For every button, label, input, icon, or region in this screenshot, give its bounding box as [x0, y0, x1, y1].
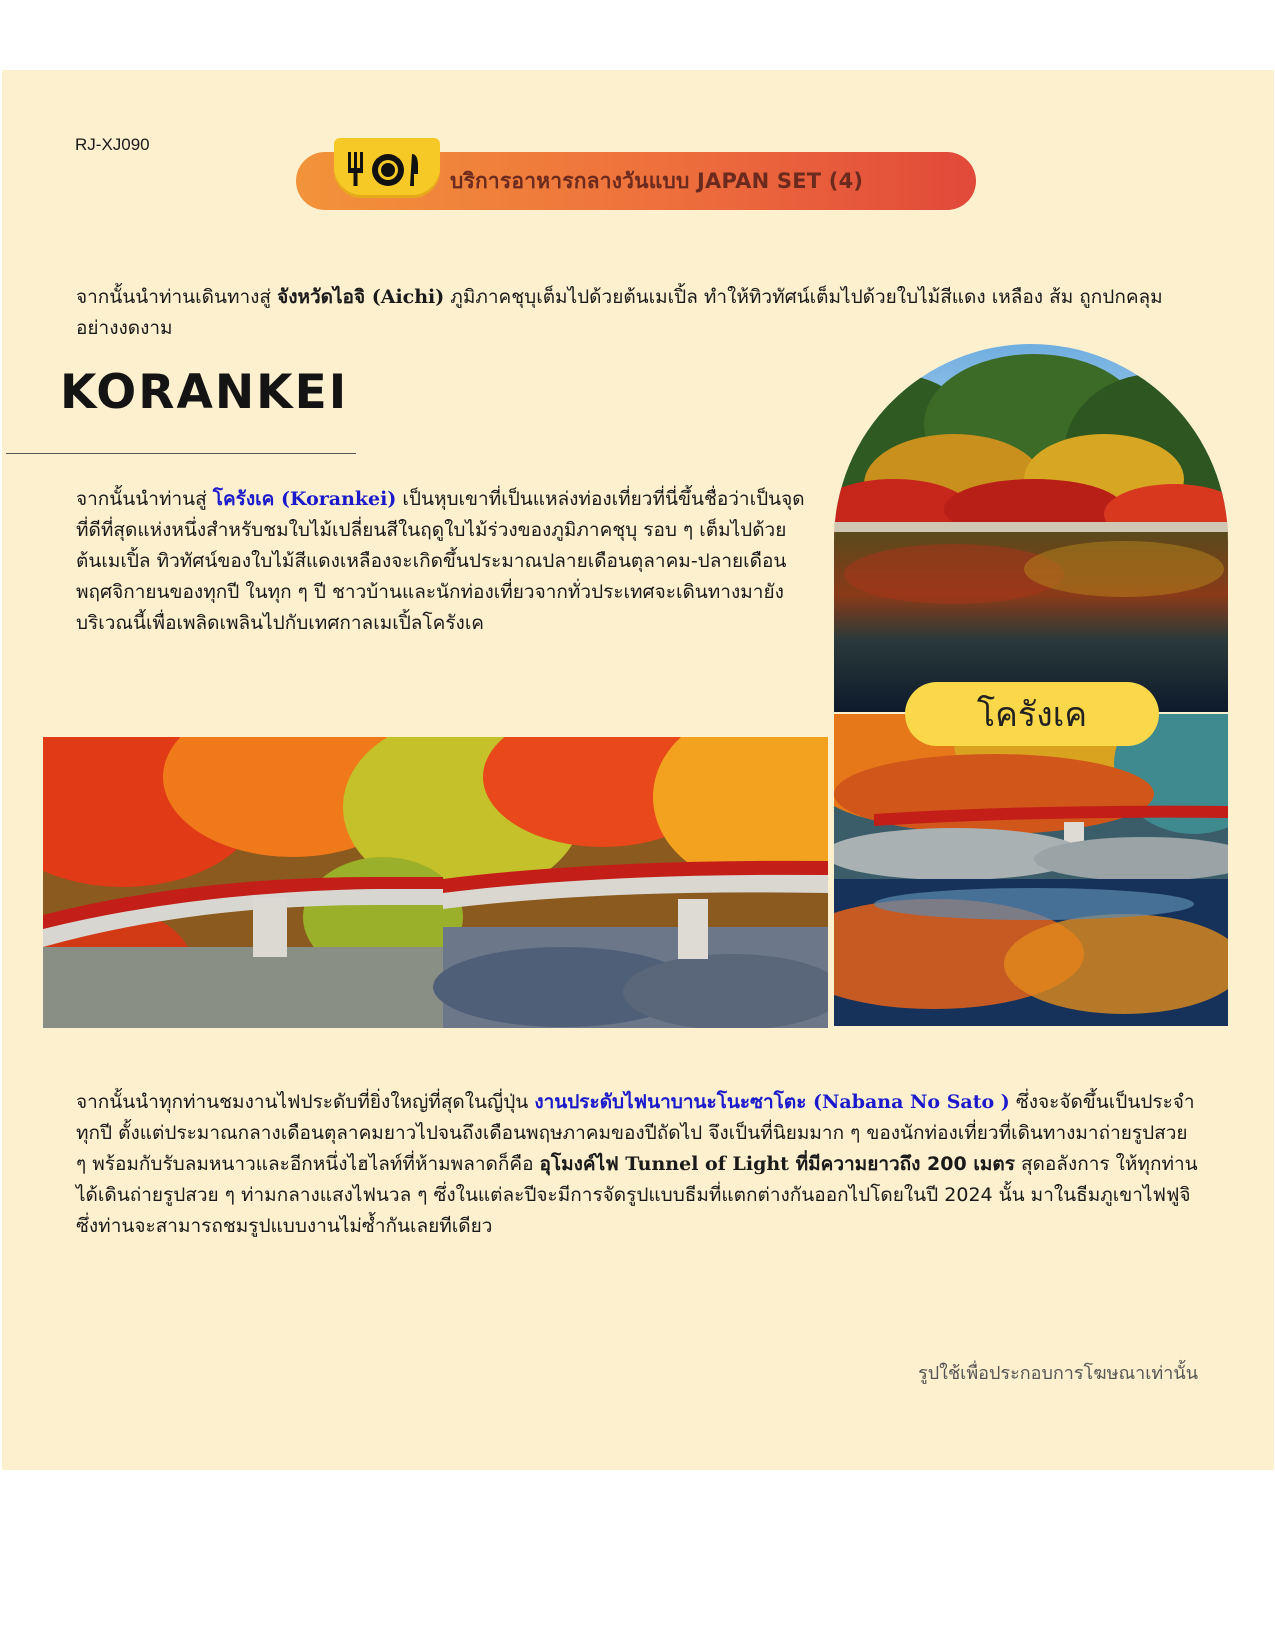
korankei-paragraph: จากนั้นนำท่านสู่ โครังเค (Korankei) เป็นหุบเขาที่เป็นแหล่งท่องเที่ยวที่นี่ขึ้นชื่อว่าเป็นจุดที่ดีที่สุดแห่งหนึ่งสำหรับชมใบไม้เปลี่ยนสีในฤดูใบไม้ร่วงของภูมิภาคชุบุ รอบ ๆ เต็มไปด้วยต้นเมเปิ้ล ทิวทัศน์ของใบไม้สีแดงเหลืองจะเกิดขึ้นประมาณปลายเดือนตุลาคม-ปลายเดือนพฤศจิกายนของทุกปี ในทุก ๆ ปี ชาวบ้านและนักท่องเที่ยวจากทั่วประเทศจะเดินทางมายังบริเวณนี้เพื่อเพลิดเพลินไปกับเทศกาลเมเปิ้ลโครังเค — [76, 488, 805, 634]
korankei-bridge-panorama-photo — [43, 737, 828, 1028]
nabana-paragraph: จากนั้นนำทุกท่านชมงานไฟประดับที่ยิ่งใหญ่ที่สุดในญี่ปุ่น งานประดับไฟนาบานะโนะซาโตะ (Nabana No Sato ) ซึ่งจะจัดขึ้นเป็นประจำทุกปี ตั้งแต่ประมาณกลางเดือนตุลาคมยาวไปจนถึงเดือนพฤษภาคมของปีถัดไป จึงเป็นที่นิยมมาก ๆ ของนักท่องเที่ยวที่เดินทางมาถ่ายรูปสวย ๆ พร้อมกับรับลมหนาวและอีกหนึ่งไฮไลท์ที่ห้ามพลาดก็คือ อุโมงค์ไฟ Tunnel of Light ที่มีความยาวถึง 200 เมตร สุดอลังการ ให้ทุกท่านได้เดินถ่ายรูปสวย ๆ ท่ามกลางแสงไฟนวล ๆ ซึ่งในแต่ละปีจะมีการจัดรูปแบบธีมที่แตกต่างกันออกไปโดยในปี 2024 นั้น มาในธีมภูเขาไฟฟูจิ ซึ่งท่านจะสามารถชมรูปแบบงานไม่ซ้ำกันเลยทีเดียว — [76, 1091, 1198, 1237]
title-underline — [6, 453, 356, 454]
location-label-pill: โครังเค — [905, 682, 1159, 746]
banner-tab — [334, 138, 440, 198]
disclaimer-note: รูปใช้เพื่อประกอบการโฆษณาเท่านั้น — [918, 1363, 1198, 1384]
intro-paragraph: จากนั้นนำท่านเดินทางสู่ จังหวัดไอจิ (Aichi) ภูมิภาคชุบุเต็มไปด้วยต้นเมเปิ้ล ทำให้ทิวทัศน์เต็มไปด้วยใบไม้สีแดง เหลือง ส้ม ถูกปกคลุมอย่างงดงาม — [76, 286, 1163, 339]
korankei-bridge-reflection-photo — [834, 714, 1228, 1026]
document-code: RJ-XJ090 — [75, 135, 150, 154]
dining-plate-icon — [334, 138, 440, 198]
section-title: KORANKEI — [60, 365, 349, 420]
banner-title: บริการอาหารกลางวันแบบ JAPAN SET (4) — [450, 169, 864, 193]
